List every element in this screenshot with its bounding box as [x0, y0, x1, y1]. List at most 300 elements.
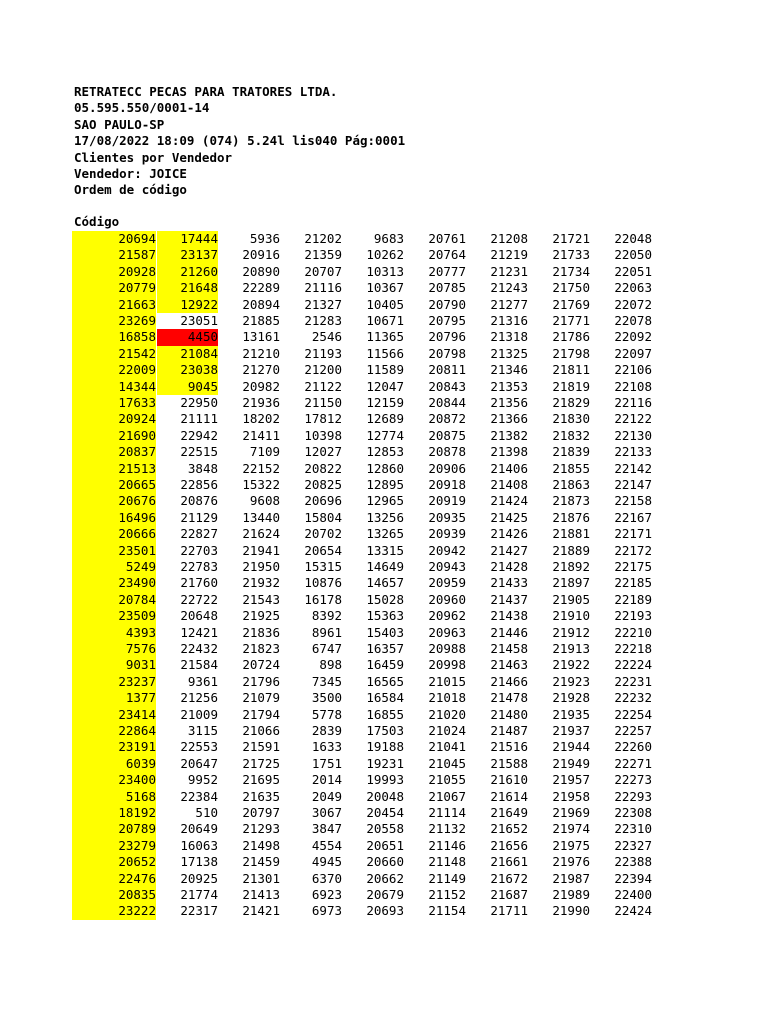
table-row	[0, 805, 700, 821]
code-cell: 22317	[180, 903, 218, 919]
code-cell: 20789	[72, 821, 156, 837]
code-cell: 16496	[72, 510, 156, 526]
table-row	[0, 428, 700, 444]
code-cell: 21905	[552, 591, 590, 607]
code-cell: 20916	[242, 247, 280, 263]
code-cell: 21725	[242, 755, 280, 771]
code-cell: 20652	[72, 854, 156, 870]
code-cell: 21836	[242, 624, 280, 640]
code-cell: 22950	[180, 395, 218, 410]
code-cell: 13265	[366, 526, 404, 542]
code-cell: 7109	[249, 444, 280, 460]
code-cell: 21975	[552, 837, 590, 853]
code-cell: 21863	[552, 477, 590, 492]
code-cell: 10671	[366, 313, 404, 328]
code-cell: 2546	[311, 329, 342, 345]
code-cell: 20676	[72, 493, 156, 509]
table-row	[0, 707, 700, 723]
code-cell: 22231	[614, 673, 652, 689]
code-cell: 21067	[428, 788, 466, 804]
code-cell: 11566	[366, 345, 404, 361]
code-cell: 20835	[72, 887, 156, 903]
code-cell: 21132	[428, 821, 466, 837]
code-cell: 22308	[614, 805, 652, 820]
code-cell: 21513	[72, 461, 156, 477]
code-cell: 21458	[490, 641, 528, 656]
code-cell: 21889	[552, 542, 590, 558]
code-cell: 22133	[614, 444, 652, 460]
code-cell: 23222	[72, 903, 156, 919]
code-cell: 21690	[72, 428, 156, 444]
code-cell: 21408	[490, 477, 528, 492]
code-cell: 21152	[428, 887, 466, 902]
code-cell: 21648	[157, 280, 218, 296]
code-cell: 20665	[72, 477, 156, 493]
code-cell: 21796	[242, 673, 280, 689]
code-cell: 22097	[614, 345, 652, 361]
code-cell: 21346	[490, 362, 528, 378]
table-row	[0, 297, 700, 313]
code-cell: 20890	[242, 263, 280, 279]
code-cell: 9361	[187, 673, 218, 689]
code-cell: 21428	[490, 559, 528, 574]
code-cell: 21122	[304, 378, 342, 394]
code-cell: 21591	[242, 739, 280, 755]
code-cell: 21149	[428, 870, 466, 886]
code-cell: 21892	[552, 559, 590, 574]
code-cell: 21446	[490, 624, 528, 640]
code-cell: 21794	[242, 706, 280, 722]
code-cell: 15322	[242, 477, 280, 492]
code-cell: 10313	[366, 263, 404, 279]
code-cell: 3848	[187, 460, 218, 476]
code-cell: 21760	[180, 575, 218, 591]
code-cell: 21922	[552, 657, 590, 673]
table-row	[0, 772, 700, 788]
code-cell: 22009	[72, 362, 156, 378]
code-cell: 16584	[366, 690, 404, 706]
code-cell: 21114	[428, 805, 466, 820]
code-cell: 21936	[242, 395, 280, 410]
table-row	[0, 641, 700, 657]
code-cell: 21437	[490, 591, 528, 607]
code-cell: 21231	[490, 263, 528, 279]
code-cell: 21876	[552, 509, 590, 525]
code-cell: 21923	[552, 673, 590, 689]
code-cell: 21154	[428, 903, 466, 919]
code-cell: 21873	[552, 493, 590, 509]
code-cell: 20811	[428, 362, 466, 378]
code-cell: 20872	[428, 411, 466, 427]
table-row	[0, 608, 700, 624]
code-cell: 23038	[157, 362, 218, 378]
table-row	[0, 559, 700, 575]
code-cell: 21427	[490, 542, 528, 558]
code-cell: 21695	[242, 772, 280, 788]
code-cell: 23279	[72, 838, 156, 854]
code-cell: 20795	[428, 313, 466, 328]
code-cell: 21413	[242, 887, 280, 902]
code-cell: 20649	[180, 821, 218, 837]
code-cell: 1633	[311, 739, 342, 755]
table-row	[0, 411, 700, 427]
code-cell: 22515	[180, 444, 218, 460]
code-cell: 4554	[311, 837, 342, 853]
code-cell: 21463	[490, 657, 528, 673]
code-cell: 23490	[72, 575, 156, 591]
code-cell: 20963	[428, 624, 466, 640]
code-cell: 21480	[490, 706, 528, 722]
code-cell: 15363	[366, 608, 404, 624]
table-row	[0, 461, 700, 477]
code-cell: 21210	[242, 345, 280, 361]
code-cell: 20918	[428, 477, 466, 492]
code-cell: 21990	[552, 903, 590, 919]
code-cell: 20919	[428, 493, 466, 509]
code-cell: 17138	[180, 854, 218, 870]
code-cell: 21663	[72, 297, 156, 313]
table-row	[0, 854, 700, 870]
code-cell: 21256	[180, 690, 218, 706]
code-cell: 20647	[180, 755, 218, 771]
code-cell: 20943	[428, 559, 466, 574]
code-cell: 12853	[366, 444, 404, 460]
code-cell: 16178	[304, 591, 342, 607]
code-cell: 9608	[249, 493, 280, 509]
code-cell: 7576	[72, 641, 156, 657]
code-cell: 21084	[157, 346, 218, 362]
code-cell: 17503	[366, 723, 404, 738]
code-cell: 20761	[428, 231, 466, 246]
table-row	[0, 690, 700, 706]
code-cell: 16858	[72, 329, 156, 345]
table-row	[0, 329, 700, 345]
table-row	[0, 247, 700, 263]
table-row	[0, 280, 700, 296]
code-cell: 12922	[157, 297, 218, 313]
code-cell: 19188	[366, 739, 404, 755]
code-cell: 20707	[304, 263, 342, 279]
code-cell: 23400	[72, 772, 156, 788]
code-cell: 21774	[180, 887, 218, 902]
code-cell: 21270	[242, 362, 280, 378]
code-cell: 20654	[304, 542, 342, 558]
code-cell: 13315	[366, 542, 404, 558]
code-cell: 21711	[490, 903, 528, 919]
code-cell: 6923	[311, 887, 342, 902]
code-cell: 20790	[428, 296, 466, 312]
code-cell: 20998	[428, 657, 466, 673]
company-city: SAO PAULO-SP	[74, 116, 165, 132]
code-cell: 22185	[614, 575, 652, 591]
code-cell: 21020	[428, 706, 466, 722]
code-cell: 3115	[187, 723, 218, 738]
code-cell: 21202	[304, 231, 342, 246]
code-cell: 21543	[242, 591, 280, 607]
code-cell: 22327	[614, 837, 652, 853]
code-cell: 21318	[490, 329, 528, 345]
code-cell: 20928	[72, 264, 156, 280]
code-cell: 10367	[366, 280, 404, 296]
table-row	[0, 903, 700, 919]
company-cnpj: 05.595.550/0001-14	[74, 100, 210, 116]
code-cell: 12027	[304, 444, 342, 460]
code-cell: 21614	[490, 788, 528, 804]
code-cell: 22193	[614, 608, 652, 624]
code-cell: 20648	[180, 608, 218, 624]
code-cell: 22254	[614, 706, 652, 722]
code-cell: 1377	[72, 690, 156, 706]
code-cell: 21327	[304, 296, 342, 312]
code-cell: 21277	[490, 296, 528, 312]
code-cell: 21424	[490, 493, 528, 509]
code-cell: 22273	[614, 772, 652, 788]
code-cell: 16063	[180, 837, 218, 853]
code-cell: 20962	[428, 608, 466, 624]
code-cell: 3067	[311, 805, 342, 820]
code-cell: 21116	[304, 280, 342, 296]
code-cell: 21398	[490, 444, 528, 460]
code-cell: 21193	[304, 345, 342, 361]
code-cell: 21734	[552, 263, 590, 279]
code-cell: 22092	[614, 329, 652, 345]
code-cell: 21111	[180, 411, 218, 427]
code-cell: 20724	[242, 657, 280, 673]
code-cell: 9045	[157, 379, 218, 395]
code-cell: 14657	[366, 575, 404, 591]
code-cell: 15804	[304, 509, 342, 525]
table-row	[0, 543, 700, 559]
code-cell: 21652	[490, 821, 528, 837]
code-cell: 21937	[552, 723, 590, 738]
code-cell: 21823	[242, 641, 280, 656]
code-cell: 19231	[366, 755, 404, 771]
code-cell: 11589	[366, 362, 404, 378]
code-cell: 12860	[366, 460, 404, 476]
code-cell: 23051	[180, 313, 218, 328]
code-cell: 12159	[366, 395, 404, 410]
code-cell: 23237	[72, 674, 156, 690]
code-cell: 21433	[490, 575, 528, 591]
code-cell: 21055	[428, 772, 466, 788]
code-cell: 20906	[428, 460, 466, 476]
code-cell: 22271	[614, 755, 652, 771]
table-row	[0, 510, 700, 526]
code-cell: 21438	[490, 608, 528, 624]
code-cell: 9031	[72, 657, 156, 673]
table-row	[0, 346, 700, 362]
code-cell: 15315	[304, 559, 342, 574]
code-cell: 21958	[552, 788, 590, 804]
table-row	[0, 887, 700, 903]
code-cell: 22864	[72, 723, 156, 739]
code-cell: 21243	[490, 280, 528, 296]
code-cell: 6747	[311, 641, 342, 656]
code-cell: 22827	[180, 526, 218, 542]
code-cell: 21672	[490, 870, 528, 886]
code-cell: 21425	[490, 509, 528, 525]
code-cell: 22152	[242, 460, 280, 476]
code-cell: 4450	[157, 329, 218, 345]
code-cell: 8392	[311, 608, 342, 624]
code-cell: 21941	[242, 542, 280, 558]
code-cell: 23501	[72, 543, 156, 559]
code-cell: 21146	[428, 837, 466, 853]
code-cell: 22432	[180, 641, 218, 656]
code-cell: 21687	[490, 887, 528, 902]
code-cell: 21624	[242, 526, 280, 542]
code-cell: 10398	[304, 427, 342, 443]
code-cell: 21359	[304, 247, 342, 263]
code-cell: 9683	[373, 231, 404, 246]
code-cell: 22942	[180, 427, 218, 443]
code-cell: 20660	[366, 854, 404, 870]
code-cell: 20785	[428, 280, 466, 296]
code-cell: 21649	[490, 805, 528, 820]
column-label-codigo: Código	[74, 214, 120, 229]
code-cell: 22388	[614, 854, 652, 870]
table-row	[0, 789, 700, 805]
code-cell: 2839	[311, 723, 342, 738]
code-cell: 22167	[614, 509, 652, 525]
code-cell: 21498	[242, 837, 280, 853]
seller-name: Vendedor: JOICE	[74, 166, 187, 182]
table-row	[0, 231, 700, 247]
code-cell: 21129	[180, 509, 218, 525]
code-cell: 5168	[72, 789, 156, 805]
report-info-line: 17/08/2022 18:09 (074) 5.24l lis040 Pág:0001	[74, 133, 406, 149]
code-cell: 20679	[366, 887, 404, 902]
code-cell: 21987	[552, 870, 590, 886]
code-cell: 20454	[366, 805, 404, 820]
code-cell: 15028	[366, 591, 404, 607]
code-cell: 22783	[180, 559, 218, 574]
code-cell: 22189	[614, 591, 652, 607]
code-cell: 21839	[552, 444, 590, 460]
code-cell: 21283	[304, 313, 342, 328]
code-cell: 22218	[614, 641, 652, 656]
code-cell: 20651	[366, 837, 404, 853]
code-cell: 21260	[157, 264, 218, 280]
code-cell: 20959	[428, 575, 466, 591]
code-cell: 10262	[366, 247, 404, 263]
code-cell: 21769	[552, 296, 590, 312]
code-cell: 20843	[428, 378, 466, 394]
code-cell: 21949	[552, 755, 590, 771]
table-row	[0, 313, 700, 329]
code-cell: 5778	[311, 706, 342, 722]
code-cell: 21935	[552, 706, 590, 722]
code-cell: 20988	[428, 641, 466, 656]
code-cell: 21015	[428, 673, 466, 689]
code-cell: 21045	[428, 755, 466, 771]
code-cell: 22224	[614, 657, 652, 673]
code-cell: 6370	[311, 870, 342, 886]
code-cell: 20779	[72, 280, 156, 296]
table-row	[0, 592, 700, 608]
code-cell: 21832	[552, 427, 590, 443]
code-cell: 20894	[242, 296, 280, 312]
code-cell: 21819	[552, 378, 590, 394]
table-row	[0, 871, 700, 887]
code-cell: 21426	[490, 526, 528, 542]
code-cell: 20876	[180, 493, 218, 509]
code-cell: 20878	[428, 444, 466, 460]
code-cell: 22147	[614, 477, 652, 492]
code-cell: 510	[195, 805, 218, 820]
code-cell: 22293	[614, 788, 652, 804]
code-cell: 22048	[614, 231, 652, 246]
code-cell: 20558	[366, 821, 404, 837]
code-cell: 20693	[366, 903, 404, 919]
code-cell: 21989	[552, 887, 590, 902]
code-cell: 20784	[72, 592, 156, 608]
code-cell: 21656	[490, 837, 528, 853]
report-header	[74, 84, 405, 199]
code-cell: 20924	[72, 411, 156, 427]
code-cell: 21932	[242, 575, 280, 591]
code-cell: 22116	[614, 395, 652, 410]
code-cell: 21148	[428, 854, 466, 870]
code-cell: 12689	[366, 411, 404, 427]
code-cell: 21588	[490, 755, 528, 771]
code-cell: 21466	[490, 673, 528, 689]
table-row	[0, 723, 700, 739]
code-cell: 14344	[72, 379, 156, 395]
report-title: Clientes por Vendedor	[74, 149, 233, 165]
code-cell: 21219	[490, 247, 528, 263]
table-row	[0, 477, 700, 493]
code-cell: 21478	[490, 690, 528, 706]
code-cell: 18192	[72, 805, 156, 821]
code-cell: 21661	[490, 854, 528, 870]
code-cell: 20875	[428, 427, 466, 443]
code-cell: 22210	[614, 624, 652, 640]
code-cell: 21912	[552, 624, 590, 640]
company-name: RETRATECC PECAS PARA TRATORES LTDA.	[74, 84, 338, 99]
code-cell: 20798	[428, 345, 466, 361]
code-cell: 20702	[304, 526, 342, 542]
code-cell: 21200	[304, 362, 342, 378]
code-cell: 19993	[366, 772, 404, 788]
code-cell: 22476	[72, 871, 156, 887]
code-cell: 13256	[366, 509, 404, 525]
code-cell: 21944	[552, 739, 590, 755]
code-cell: 21798	[552, 345, 590, 361]
code-cell: 21366	[490, 411, 528, 427]
code-cell: 22400	[614, 887, 652, 902]
code-cell: 23509	[72, 608, 156, 624]
table-row	[0, 493, 700, 509]
code-cell: 22158	[614, 493, 652, 509]
code-cell: 21928	[552, 690, 590, 706]
code-cell: 20825	[304, 477, 342, 492]
code-cell: 22553	[180, 739, 218, 755]
code-cell: 20925	[180, 870, 218, 886]
code-cell: 22394	[614, 870, 652, 886]
code-cell: 21516	[490, 739, 528, 755]
code-cell: 3847	[311, 821, 342, 837]
code-cell: 21830	[552, 411, 590, 427]
code-cell: 22257	[614, 723, 652, 738]
code-cell: 23191	[72, 739, 156, 755]
table-row	[0, 739, 700, 755]
code-cell: 11365	[366, 329, 404, 345]
code-cell: 21721	[552, 231, 590, 246]
code-cell: 23414	[72, 707, 156, 723]
table-row	[0, 625, 700, 641]
code-cell: 22122	[614, 411, 652, 427]
